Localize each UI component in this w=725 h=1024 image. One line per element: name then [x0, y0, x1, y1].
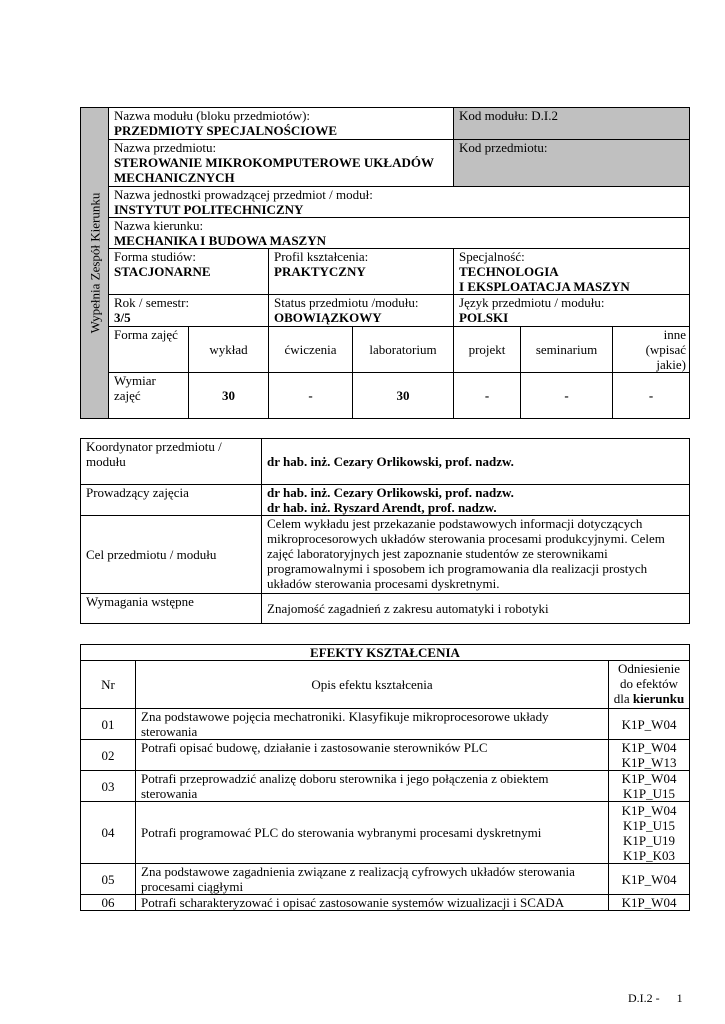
outcome-ref: K1P_W04: [621, 895, 677, 910]
other-line-3: jakie): [656, 357, 687, 372]
subject-name-line-2: MECHANICZNYCH: [114, 170, 235, 185]
hours-project: -: [454, 373, 521, 419]
learning-outcomes-table: [80, 644, 690, 911]
module-name-label: Nazwa modułu (bloku przedmiotów):: [114, 108, 311, 123]
hours-seminar: -: [521, 373, 613, 419]
subject-name-line-1: STEROWANIE MIKROKOMPUTEROWE UKŁADÓW: [114, 155, 434, 170]
outcome-desc: [136, 864, 609, 895]
outcome-ref: K1P_W04: [621, 716, 677, 732]
status-label: Status przedmiotu /modułu:: [274, 295, 419, 310]
year-label: Rok / semestr:: [114, 295, 190, 310]
hours-label-cell: [109, 373, 189, 419]
subject-name-label: Nazwa przedmiotu:: [114, 140, 217, 155]
module-name-cell: [109, 108, 454, 140]
table-row: [81, 740, 690, 771]
outcome-desc-line: Potrafi scharakteryzować i opisać zastosowanie systemów wizualizacji i SCADA: [141, 895, 565, 910]
outcome-desc-line: Zna podstawowe zagadnienia związane z realizacją cyfrowych układów sterowania: [141, 864, 575, 879]
class-form-label-cell: [109, 327, 189, 373]
module-name-value: PRZEDMIOTY SPECJALNOŚCIOWE: [114, 123, 338, 138]
outcome-nr: 05: [81, 864, 136, 895]
outcome-refs: [609, 802, 690, 864]
study-form-value: STACJONARNE: [114, 264, 211, 279]
table-row: [81, 709, 690, 740]
table-row: [81, 802, 690, 864]
field-label: Nazwa kierunku:: [114, 218, 204, 233]
study-form-label: Forma studiów:: [114, 249, 196, 264]
hours-lecture: 30: [189, 373, 269, 419]
col-description: Opis efektu kształcenia: [136, 661, 609, 709]
language-cell: [454, 295, 690, 327]
hours-exercises: -: [269, 373, 353, 419]
class-type-laboratory: laboratorium: [353, 327, 454, 373]
col-reference-line-3b: kierunku: [632, 691, 685, 706]
teacher-2: dr hab. inż. Ryszard Arendt, prof. nadzw.: [267, 500, 497, 515]
outcome-refs: [609, 864, 690, 895]
outcome-desc-line: sterowania: [141, 786, 198, 801]
specialty-label: Specjalność:: [459, 249, 525, 264]
requirements-value: Znajomość zagadnień z zakresu automatyki i robotyki: [262, 594, 690, 624]
outcome-refs: [609, 895, 690, 911]
table-row: [81, 864, 690, 895]
outcome-desc: [136, 740, 609, 771]
col-reference-line-2: do efektów: [619, 676, 679, 691]
status-cell: [269, 295, 454, 327]
outcome-refs: [609, 709, 690, 740]
outcome-nr: 04: [81, 802, 136, 864]
specialty-cell: [454, 249, 690, 295]
outcome-nr: 02: [81, 740, 136, 771]
field-value: MECHANIKA I BUDOWA MASZYN: [114, 233, 326, 248]
outcome-desc-line: procesami ciągłymi: [141, 879, 244, 894]
outcome-ref: K1P_U19: [623, 832, 676, 848]
teacher-1: dr hab. inż. Cezary Orlikowski, prof. nadzw.: [267, 485, 514, 500]
outcome-ref: K1P_U15: [623, 786, 676, 801]
outcome-ref: K1P_K03: [623, 847, 676, 863]
outcome-ref: K1P_W04: [621, 871, 677, 887]
teachers-cell: [262, 485, 690, 516]
module-header-table: [80, 107, 690, 419]
col-nr: Nr: [81, 661, 136, 709]
table-row: [81, 895, 690, 911]
profile-cell: [269, 249, 454, 295]
status-value: OBOWIĄZKOWY: [274, 310, 382, 325]
coordinator-label-line-1: Koordynator przedmiotu /: [86, 439, 222, 454]
side-label-cell: [81, 108, 109, 419]
outcome-desc: [136, 771, 609, 802]
module-code-cell: [454, 108, 690, 140]
year-value: 3/5: [114, 310, 131, 325]
class-type-other: [613, 327, 690, 373]
requirements-label: Wymagania wstępne: [81, 594, 262, 624]
outcome-ref: K1P_W04: [621, 802, 677, 818]
subject-code: Kod przedmiotu:: [459, 140, 548, 155]
outcome-ref: K1P_W04: [621, 771, 677, 786]
table-row: [81, 771, 690, 802]
page-code: D.I.2 -: [628, 991, 660, 1005]
coordinator-label-line-2: modułu: [86, 454, 126, 469]
outcome-ref: K1P_W04: [621, 740, 677, 755]
teachers-label: Prowadzący zajęcia: [81, 485, 262, 516]
class-form-label: Forma zajęć: [114, 327, 178, 342]
outcome-desc-line: Potrafi opisać budowę, działanie i zastosowanie sterowników PLC: [141, 740, 488, 755]
language-label: Język przedmiotu / modułu:: [459, 295, 605, 310]
outcome-nr: 01: [81, 709, 136, 740]
coordinator-value: dr hab. inż. Cezary Orlikowski, prof. nadzw.: [262, 439, 690, 485]
specialty-value-line-1: TECHNOLOGIA: [459, 264, 559, 279]
goal-cell: [262, 516, 690, 594]
unit-value: INSTYTUT POLITECHNICZNY: [114, 202, 304, 217]
other-line-2: (wpisać: [645, 342, 687, 357]
coordinator-label-cell: [81, 439, 262, 485]
outcome-desc: [136, 802, 609, 864]
outcome-refs: [609, 771, 690, 802]
class-type-project: projekt: [454, 327, 521, 373]
other-line-1: inne: [663, 327, 687, 342]
goal-line-5: układów sterowania procesami dyskretnymi.: [267, 576, 500, 591]
study-form-cell: [109, 249, 269, 295]
class-type-lecture: wykład: [189, 327, 269, 373]
year-cell: [109, 295, 269, 327]
outcome-desc-line: Potrafi programować PLC do sterowania wybranymi procesami dyskretnymi: [141, 825, 542, 840]
hours-label-line-1: Wymiar: [114, 373, 156, 388]
col-reference-line-3a: dla: [613, 691, 633, 706]
outcome-desc: [136, 709, 609, 740]
field-cell: [109, 218, 690, 249]
goal-label: Cel przedmiotu / modułu: [81, 516, 262, 594]
outcome-desc-line: Potrafi przeprowadzić analizę doboru sterownika i jego połączenia z obiektem: [141, 771, 549, 786]
language-value: POLSKI: [459, 310, 509, 325]
outcomes-title: EFEKTY KSZTAŁCENIA: [81, 645, 690, 661]
outcome-ref: K1P_W13: [621, 755, 677, 770]
side-label: Wypełnia Zespół Kierunku: [87, 192, 102, 334]
outcome-desc: [136, 895, 609, 911]
hours-label-line-2: zajęć: [114, 388, 141, 403]
goal-line-1: Celem wykładu jest przekazanie podstawowych informacji dotyczących: [267, 516, 643, 531]
profile-label: Profil kształcenia:: [274, 249, 369, 264]
page-footer: [628, 991, 683, 1006]
page-number: 1: [676, 991, 683, 1005]
subject-name-cell: [109, 140, 454, 187]
goal-line-3: zajęć laboratoryjnych jest zapoznanie studentów ze sterownikami: [267, 546, 608, 561]
course-info-table: [80, 438, 690, 624]
goal-line-4: programowalnymi i sposobem ich programowania dla realizacji prostych: [267, 561, 648, 576]
specialty-value-line-2: I EKSPLOATACJA MASZYN: [459, 279, 630, 294]
col-reference: [609, 661, 690, 709]
hours-laboratory: 30: [353, 373, 454, 419]
subject-code-cell: [454, 140, 690, 187]
profile-value: PRAKTYCZNY: [274, 264, 366, 279]
unit-cell: [109, 187, 690, 218]
class-type-seminar: seminarium: [521, 327, 613, 373]
unit-label: Nazwa jednostki prowadzącej przedmiot / moduł:: [114, 187, 373, 202]
outcome-refs: [609, 740, 690, 771]
outcome-desc-line: sterowania: [141, 724, 198, 739]
col-reference-line-1: Odniesienie: [617, 661, 681, 676]
outcome-ref: K1P_U15: [623, 817, 676, 833]
goal-line-2: mikroprocesorowych układów sterowania procesami produkcyjnymi. Celem: [267, 531, 665, 546]
outcome-nr: 03: [81, 771, 136, 802]
hours-other: -: [613, 373, 690, 419]
outcome-nr: 06: [81, 895, 136, 911]
module-code: Kod modułu: D.I.2: [459, 108, 558, 123]
outcome-desc-line: Zna podstawowe pojęcia mechatroniki. Klasyfikuje mikroprocesorowe układy: [141, 709, 549, 724]
class-type-exercises: ćwiczenia: [269, 327, 353, 373]
